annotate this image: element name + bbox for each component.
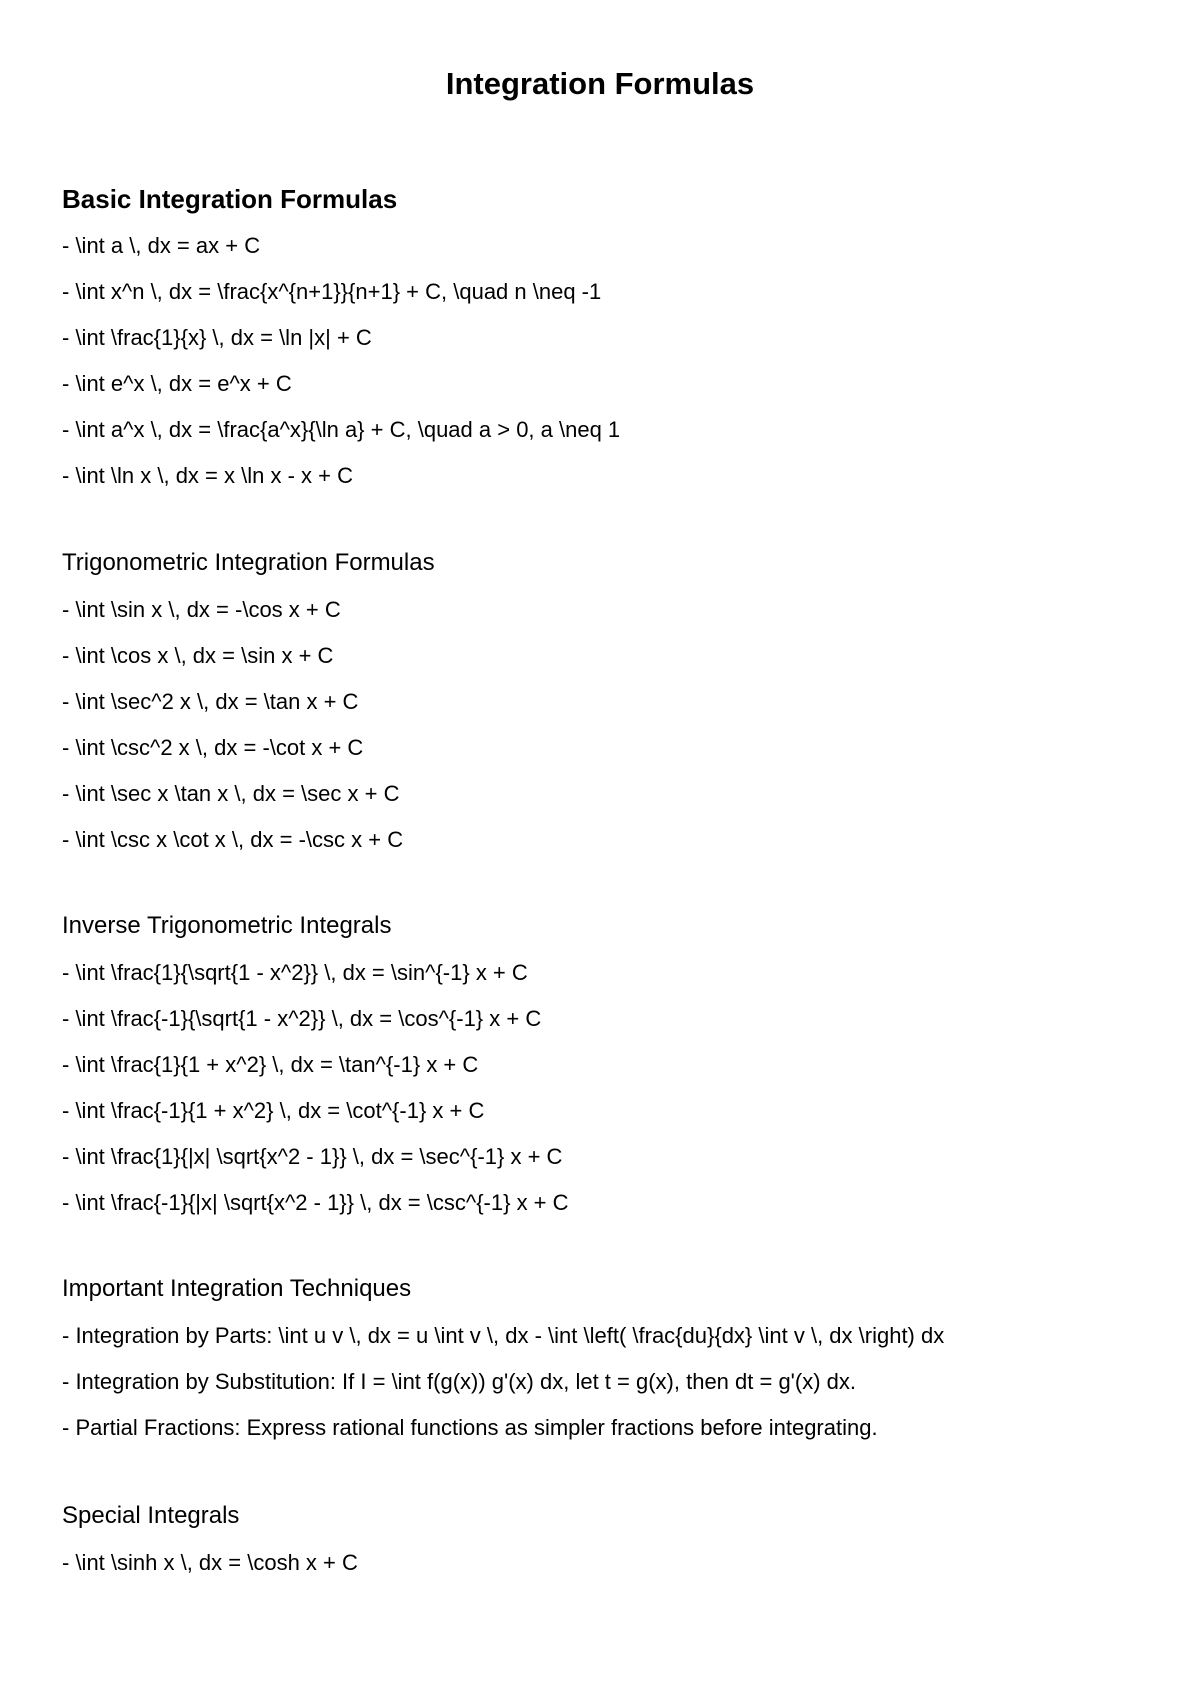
list-item: - \int \sec^2 x \, dx = \tan x + C <box>62 689 359 714</box>
page-title: Integration Formulas <box>445 66 755 101</box>
formula-list <box>62 958 1162 1218</box>
list-item: - \int \sin x \, dx = -\cos x + C <box>62 597 341 622</box>
formula-list <box>62 595 1162 855</box>
list-item: - \int a \, dx = ax + C <box>62 233 261 258</box>
list-item: - \int \frac{1}{|x| \sqrt{x^2 - 1}} \, dx = \sec^{-1} x + C <box>62 1144 563 1169</box>
section-heading: Trigonometric Integration Formulas <box>62 549 435 576</box>
list-item: - \int \frac{-1}{|x| \sqrt{x^2 - 1}} \, dx = \csc^{-1} x + C <box>62 1190 569 1215</box>
list-item: - Partial Fractions: Express rational functions as simpler fractions before integrating. <box>62 1415 878 1440</box>
list-item: - \int e^x \, dx = e^x + C <box>62 371 292 396</box>
list-item: - \int \sec x \tan x \, dx = \sec x + C <box>62 781 400 806</box>
list-item: - \int \csc x \cot x \, dx = -\csc x + C <box>62 827 404 852</box>
section-inverse-trigonometric <box>62 910 1162 1218</box>
section-special-integrals <box>62 1500 1162 1578</box>
list-item: - \int \frac{-1}{1 + x^2} \, dx = \cot^{-1} x + C <box>62 1098 485 1123</box>
list-item: - \int \frac{1}{x} \, dx = \ln |x| + C <box>62 325 372 350</box>
section-heading: Important Integration Techniques <box>62 1275 412 1302</box>
list-item: - Integration by Parts: \int u v \, dx = u \int v \, dx - \int \left( \frac{du}{dx} \int v \, dx \right) dx <box>62 1323 945 1348</box>
list-item: - \int \csc^2 x \, dx = -\cot x + C <box>62 735 364 760</box>
section-integration-techniques <box>62 1273 1162 1443</box>
section-heading: Special Integrals <box>62 1502 240 1529</box>
formula-list <box>62 1548 1162 1578</box>
list-item: - \int \frac{-1}{\sqrt{1 - x^2}} \, dx = \cos^{-1} x + C <box>62 1006 542 1031</box>
list-item: - \int \frac{1}{\sqrt{1 - x^2}} \, dx = \sin^{-1} x + C <box>62 960 528 985</box>
technique-list <box>62 1321 1162 1443</box>
list-item: - \int x^n \, dx = \frac{x^{n+1}}{n+1} + C, \quad n \neq -1 <box>62 279 602 304</box>
section-basic-integration <box>62 183 1162 491</box>
list-item: - \int \frac{1}{1 + x^2} \, dx = \tan^{-1} x + C <box>62 1052 479 1077</box>
section-heading: Basic Integration Formulas <box>62 184 398 214</box>
list-item: - Integration by Substitution: If I = \int f(g(x)) g'(x) dx, let t = g(x), then dt = g'(x) dx. <box>62 1369 856 1394</box>
section-heading: Inverse Trigonometric Integrals <box>62 912 392 939</box>
list-item: - \int \ln x \, dx = x \ln x - x + C <box>62 463 353 488</box>
list-item: - \int a^x \, dx = \frac{a^x}{\ln a} + C, \quad a > 0, a \neq 1 <box>62 417 621 442</box>
list-item: - \int \cos x \, dx = \sin x + C <box>62 643 334 668</box>
formula-list <box>62 231 1162 491</box>
list-item: - \int \sinh x \, dx = \cosh x + C <box>62 1550 358 1575</box>
section-trigonometric-integration <box>62 547 1162 855</box>
